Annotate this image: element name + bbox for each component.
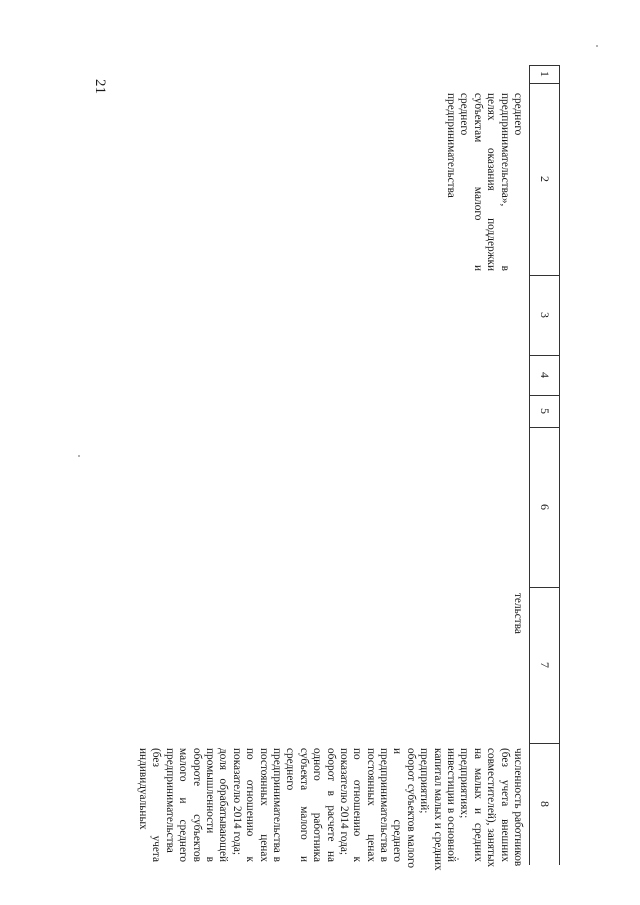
column-8-cell <box>136 748 524 871</box>
cell-line: и среднего <box>391 748 404 862</box>
cell-line: на малых и средних <box>471 748 484 862</box>
cell-line: среднего <box>512 93 524 136</box>
cell-line: индивидуальных <box>137 748 150 830</box>
cell-line: обороте субъектов <box>190 748 203 862</box>
page-number: 21 <box>92 79 108 94</box>
cell-line: малого и среднего <box>177 748 190 862</box>
cell-line: предпринимательства в <box>270 748 283 862</box>
cell-line: инвестиции в основной <box>445 748 458 862</box>
column-2-cell <box>444 93 524 271</box>
cell-line: совместителей), занятых <box>485 748 498 868</box>
cell-line: предпринимательства», в <box>498 93 511 271</box>
cell-line: постоянных ценах <box>257 748 270 862</box>
cell-line: показателю 2014 года; <box>337 748 350 856</box>
column-header-1: 1 <box>538 71 553 77</box>
cell-line: (без учета <box>150 748 163 862</box>
cell-line: оборот в расчете на <box>324 748 337 862</box>
cell-line: одного работника <box>311 748 324 862</box>
cell-line: среднего <box>284 748 297 791</box>
cell-line: постоянных ценах <box>364 748 377 862</box>
cell-line: по отношению к <box>244 748 257 862</box>
rotated-table <box>120 65 560 871</box>
cell-line: субъектам малого и <box>471 93 484 271</box>
cell-line: предприятиях; <box>458 748 471 819</box>
cell-line: показателю 2014 года; <box>230 748 243 856</box>
cell-line: предприятий; <box>418 748 431 814</box>
scan-speck <box>78 455 80 457</box>
cell-line: численность работников <box>512 748 524 867</box>
cell-line: предпринимательства <box>445 93 458 198</box>
scan-speck <box>596 45 598 47</box>
column-header-6: 6 <box>538 504 553 510</box>
column-7-cell <box>511 593 524 733</box>
cell-line: оборот субъектов малого <box>404 748 417 869</box>
cell-line: доля обрабатывающей <box>217 748 230 862</box>
column-header-5: 5 <box>538 408 553 414</box>
cell-line: (без учета внешних <box>498 748 511 862</box>
column-header-8: 8 <box>538 801 553 807</box>
column-header-3: 3 <box>538 312 553 318</box>
cell-line: капитал малых и средних <box>431 748 444 871</box>
column-header-2: 2 <box>538 176 553 182</box>
cell-line: предпринимательства <box>163 748 176 853</box>
cell-line: целях оказания поддержки <box>485 93 498 271</box>
cell-line: по отношению к <box>351 748 364 862</box>
scan-speck <box>457 858 459 860</box>
cell-line: предпринимательства в <box>378 748 391 862</box>
cell-line: субъекта малого и <box>297 748 310 862</box>
column-header-4: 4 <box>538 372 553 378</box>
cell-line: тельства <box>512 593 524 634</box>
cell-line: среднего <box>458 93 471 136</box>
cell-line: промышленности в <box>204 748 217 862</box>
column-header-7: 7 <box>538 662 553 668</box>
